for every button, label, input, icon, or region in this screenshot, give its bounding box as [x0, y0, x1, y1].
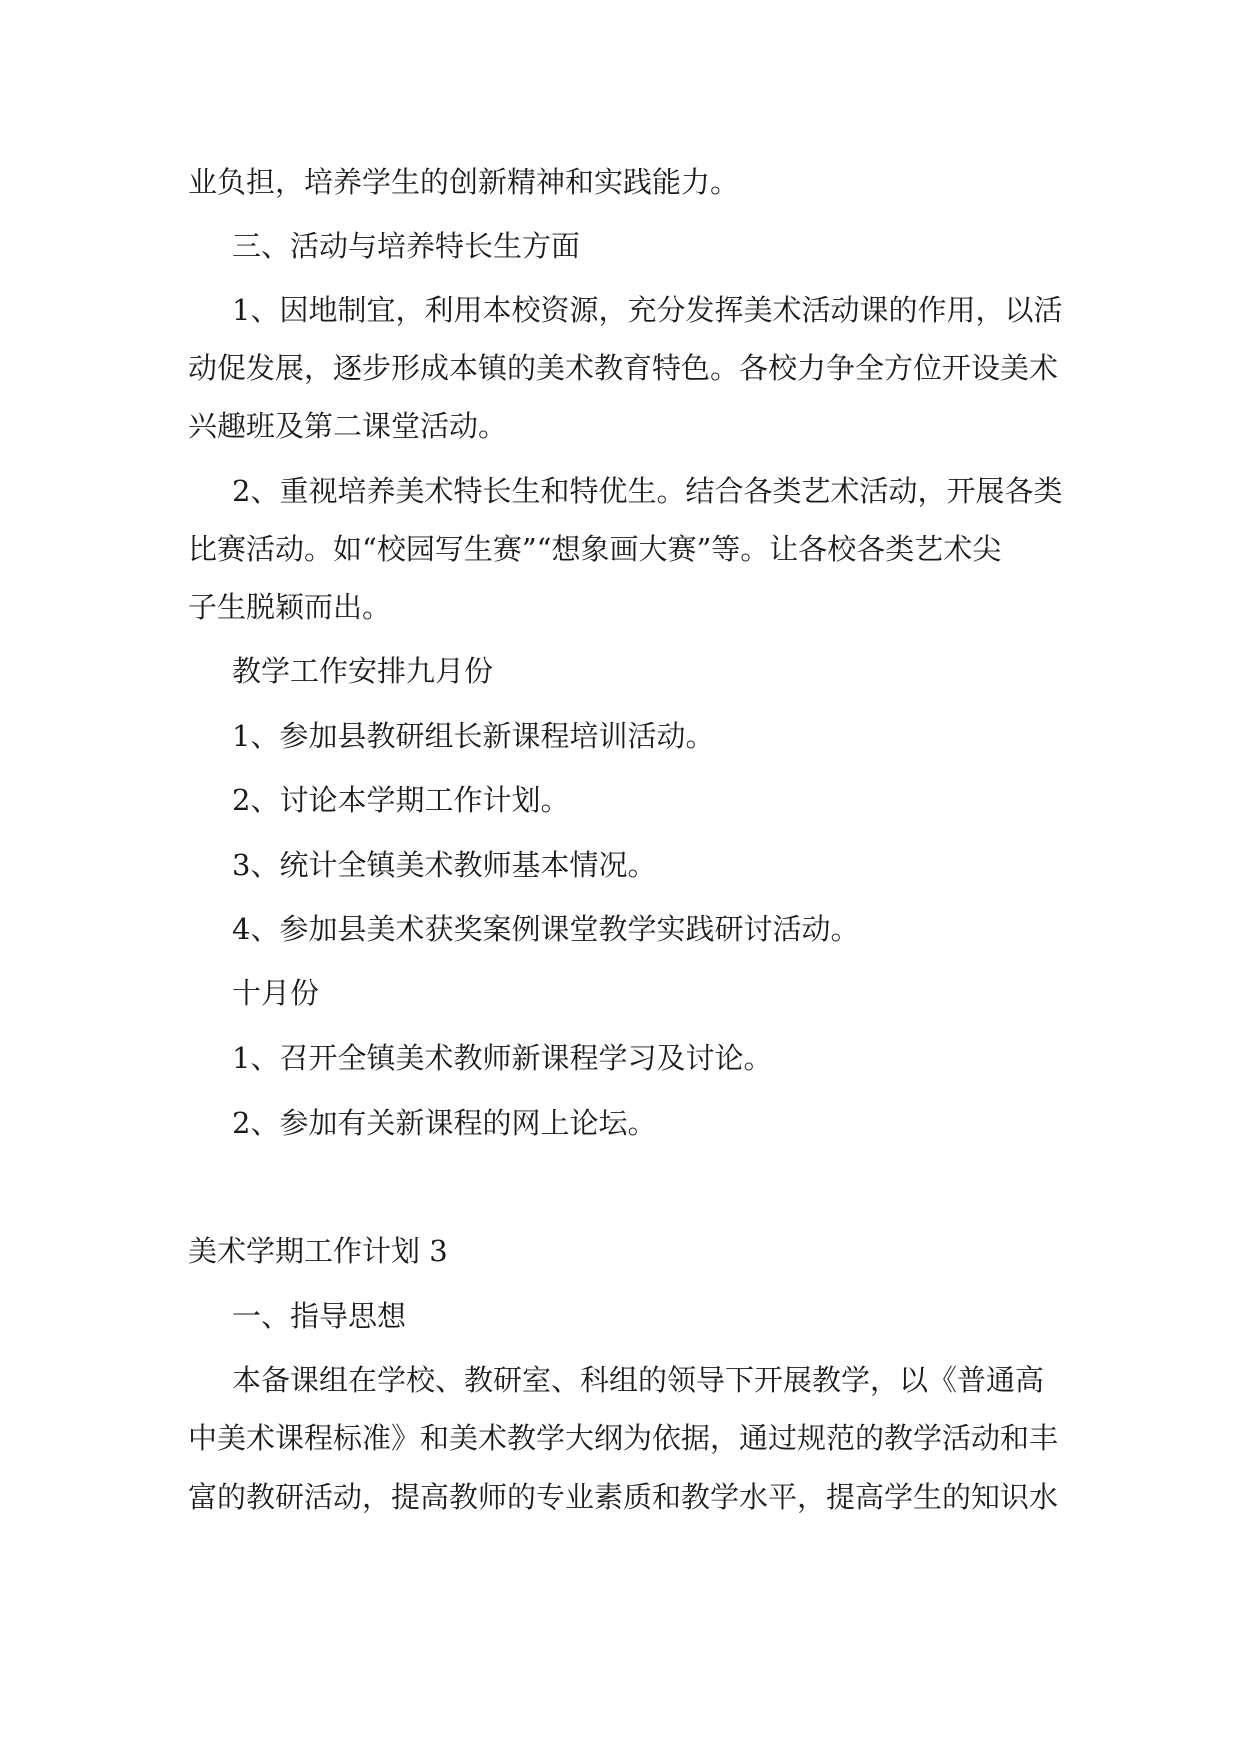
section-heading: 十月份 — [232, 976, 320, 1010]
text-line: 业负担，培养学生的创新精神和实践能力。 — [188, 165, 740, 199]
text-line: 动促发展，逐步形成本镇的美术教育特色。各校力争全方位开设美术 — [188, 351, 1059, 385]
text-line: 2、参加有关新课程的网上论坛。 — [232, 1106, 657, 1140]
section-heading: 一、指导思想 — [232, 1299, 407, 1333]
text-line: 兴趣班及第二课堂活动。 — [188, 409, 508, 443]
document-title: 美术学期工作计划 3 — [188, 1234, 448, 1268]
text-line: 2、重视培养美术特长生和特优生。结合各类艺术活动，开展各类 — [232, 474, 1063, 508]
text-line: 本备课组在学校、教研室、科组的领导下开展教学，以《普通高 — [232, 1363, 1045, 1397]
text-line: 2、讨论本学期工作计划。 — [232, 783, 570, 817]
text-line: 1、参加县教研组长新课程培训活动。 — [232, 719, 715, 753]
text-line: 4、参加县美术获奖案例课堂教学实践研讨活动。 — [232, 912, 860, 946]
text-line: 中美术课程标准》和美术教学大纲为依据，通过规范的教学活动和丰 — [188, 1421, 1059, 1455]
text-line: 1、因地制宜，利用本校资源，充分发挥美术活动课的作用，以活 — [232, 293, 1063, 327]
text-line: 1、召开全镇美术教师新课程学习及讨论。 — [232, 1041, 773, 1075]
section-heading: 教学工作安排九月份 — [232, 654, 494, 688]
text-line: 3、统计全镇美术教师基本情况。 — [232, 848, 657, 882]
text-line: 子生脱颖而出。 — [188, 590, 392, 624]
text-line: 比赛活动。如“校园写生赛”“想象画大赛”等。让各校各类艺术尖 — [188, 532, 1002, 566]
text-line: 富的教研活动，提高教师的专业素质和教学水平，提高学生的知识水 — [188, 1480, 1059, 1514]
section-heading: 三、活动与培养特长生方面 — [232, 229, 581, 263]
